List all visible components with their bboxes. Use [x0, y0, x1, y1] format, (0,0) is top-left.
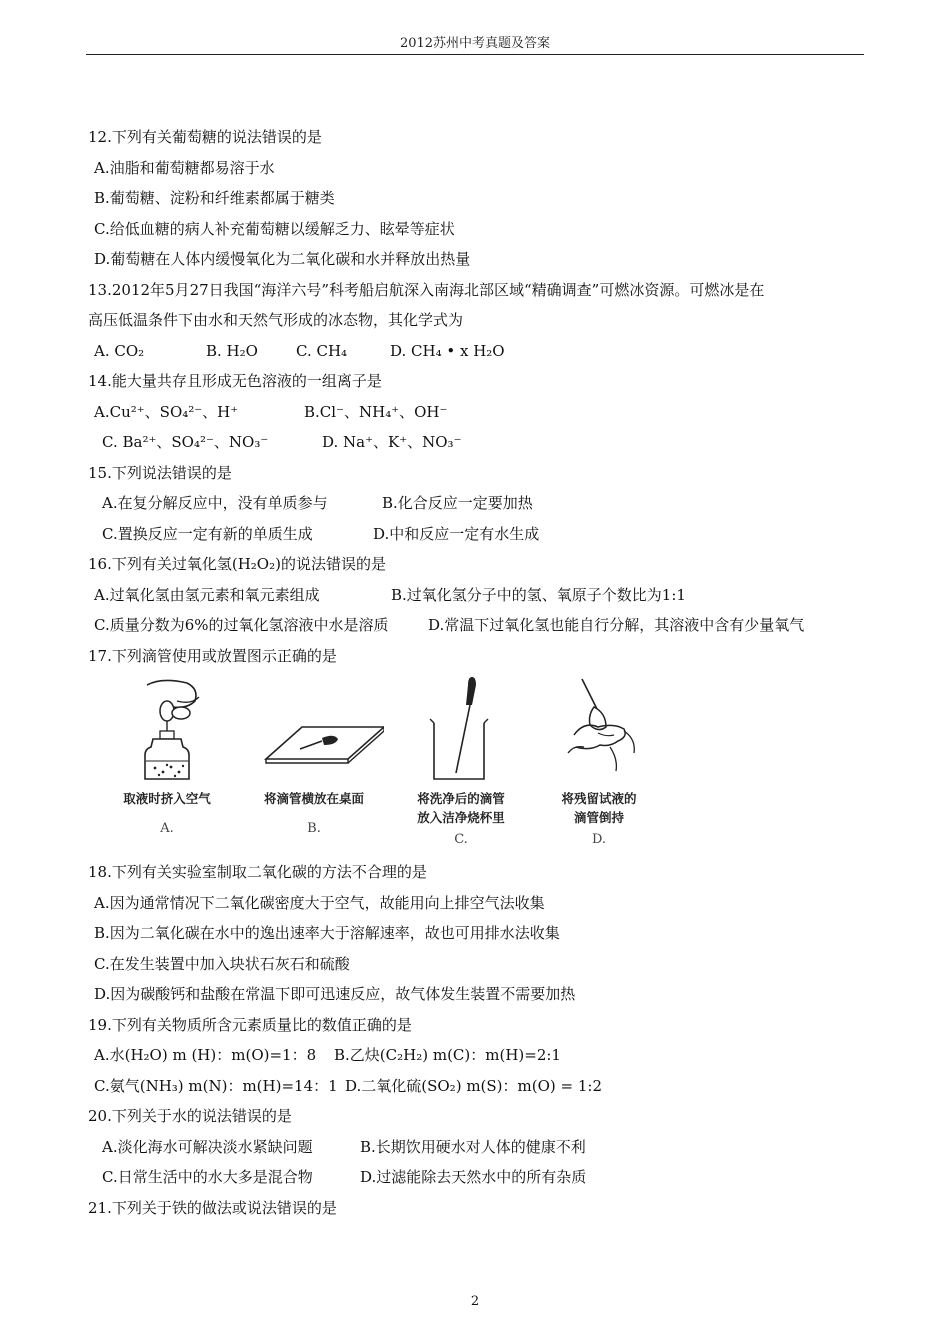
q14-option-a: A.Cu²⁺、SO₄²⁻、H⁺ — [94, 402, 239, 421]
q20-option-d: D.过滤能除去天然水中的所有杂质 — [360, 1168, 587, 1186]
q19-options-row2 — [88, 1071, 878, 1102]
q18-option-b: B.因为二氧化碳在水中的逸出速率大于溶解速率，故也可用排水法收集 — [94, 924, 560, 942]
q18-option-c: C.在发生装置中加入块状石灰石和硫酸 — [94, 954, 350, 973]
figure-d-caption-line2: 滴管倒持 — [573, 810, 624, 825]
page-number: 2 — [470, 1294, 480, 1309]
figure-panel-c — [386, 675, 536, 849]
figure-a-caption: 取液时挤入空气 — [123, 791, 211, 806]
q13-option-b: B. H₂O — [206, 341, 258, 360]
figure-panel-a — [92, 675, 242, 849]
dropper-on-desk-illustration — [244, 675, 384, 785]
q15-option-c: C.置换反应一定有新的单质生成 — [102, 524, 313, 543]
q14-options-row1 — [88, 397, 878, 428]
q14-option-d: D. Na⁺、K⁺、NO₃⁻ — [322, 433, 462, 451]
inverted-dropper-illustration — [544, 675, 654, 785]
q12-option-d: D.葡萄糖在人体内缓慢氧化为二氧化碳和水并释放出热量 — [94, 250, 471, 268]
q12-option-b: B.葡萄糖、淀粉和纤维素都属于糖类 — [94, 189, 335, 207]
q19-stem: 19.下列有关物质所含元素质量比的数值正确的是 — [88, 1015, 412, 1034]
q15-option-d: D.中和反应一定有水生成 — [373, 524, 540, 543]
q16-options-row1 — [88, 580, 878, 611]
q16-option-d: D.常温下过氧化氢也能自行分解，其溶液中含有少量氧气 — [428, 616, 805, 634]
q19-option-d: D.二氧化硫(SO₂) m(S)：m(O) = 1:2 — [345, 1076, 602, 1095]
q20-option-a: A.淡化海水可解决淡水紧缺问题 — [102, 1137, 313, 1156]
q14-options-row2 — [88, 427, 878, 458]
page-header — [86, 34, 864, 55]
q13-option-d: D. CH₄ • x H₂O — [390, 341, 505, 360]
q20-options-row2 — [88, 1162, 878, 1193]
q21-stem: 21.下列关于铁的做法或说法错误的是 — [88, 1198, 337, 1217]
q16-option-b: B.过氧化氢分子中的氢、氧原子个数比为1:1 — [391, 585, 686, 604]
q13-option-a: A. CO₂ — [94, 341, 145, 360]
q15-option-b: B.化合反应一定要加热 — [382, 494, 533, 512]
q13-options — [88, 336, 878, 367]
q12-option-a: A.油脂和葡萄糖都易溶于水 — [94, 158, 275, 177]
q15-stem: 15.下列说法错误的是 — [88, 463, 232, 482]
q16-options-row2 — [88, 610, 878, 641]
q13-option-c: C. CH₄ — [296, 341, 348, 360]
figure-panel-b — [234, 675, 394, 849]
q15-option-a: A.在复分解反应中，没有单质参与 — [102, 494, 328, 512]
q20-option-b: B.长期饮用硬水对人体的健康不利 — [360, 1137, 586, 1156]
dropper-in-beaker-illustration — [406, 675, 516, 785]
q12-stem: 12.下列有关葡萄糖的说法错误的是 — [88, 128, 322, 146]
q15-options-row2 — [88, 519, 878, 550]
q18-stem: 18.下列有关实验室制取二氧化碳的方法不合理的是 — [88, 863, 427, 881]
q18-option-a: A.因为通常情况下二氧化碳密度大于空气，故能用向上排空气法收集 — [94, 893, 545, 912]
figure-d-letter: D. — [591, 832, 607, 847]
q20-stem: 20.下列关于水的说法错误的是 — [88, 1107, 292, 1125]
q13-stem-line2: 高压低温条件下由水和天然气形成的冰态物，其化学式为 — [88, 311, 464, 329]
q16-option-c: C.质量分数为6%的过氧化氢溶液中水是溶质 — [94, 616, 389, 634]
header-title: 2012苏州中考真题及答案 — [399, 36, 551, 51]
q19-option-c: C.氨气(NH₃) m(N)：m(H)=14：1 — [94, 1076, 338, 1095]
figure-c-caption-line2: 放入洁净烧杯里 — [417, 810, 505, 825]
q19-option-a: A.水(H₂O) m (H)：m(O)=1：8 — [94, 1046, 317, 1064]
q20-option-c: C.日常生活中的水大多是混合物 — [102, 1168, 313, 1186]
q20-options-row1 — [88, 1132, 878, 1163]
q17-stem: 17.下列滴管使用或放置图示正确的是 — [88, 646, 337, 665]
q16-option-a: A.过氧化氢由氢元素和氧元素组成 — [94, 585, 320, 604]
figure-c-caption-line1: 将洗净后的滴管 — [417, 791, 505, 806]
figure-panel-d — [524, 675, 674, 849]
q18-option-d: D.因为碳酸钙和盐酸在常温下即可迅速反应，故气体发生装置不需要加热 — [94, 985, 576, 1003]
q12-option-c: C.给低血糖的病人补充葡萄糖以缓解乏力、眩晕等症状 — [94, 219, 455, 238]
question-list — [88, 122, 878, 1223]
q19-option-b: B.乙炔(C₂H₂) m(C)：m(H)=2:1 — [334, 1046, 561, 1064]
q14-stem: 14.能大量共存且形成无色溶液的一组离子是 — [88, 372, 382, 390]
figure-c-letter: C. — [454, 832, 468, 847]
figure-a-letter: A. — [160, 821, 174, 836]
q13-stem-line1: 13.2012年5月27日我国“海洋六号”科考船启航深入南海北部区域“精确调查”可燃冰资源。可燃冰是在 — [88, 280, 765, 299]
q19-options-row1 — [88, 1040, 878, 1071]
q14-option-b: B.Cl⁻、NH₄⁺、OH⁻ — [304, 402, 448, 421]
figure-b-caption: 将滴管横放在桌面 — [263, 791, 364, 806]
q16-stem: 16.下列有关过氧化氢(H₂O₂)的说法错误的是 — [88, 555, 386, 573]
q14-option-c: C. Ba²⁺、SO₄²⁻、NO₃⁻ — [102, 433, 269, 451]
figure-b-letter: B. — [307, 821, 321, 836]
q15-options-row1 — [88, 488, 878, 519]
figure-d-caption-line1: 将残留试液的 — [561, 791, 637, 806]
squeeze-dropper-bottle-illustration — [107, 675, 227, 785]
q17-dropper-figure — [88, 675, 878, 849]
